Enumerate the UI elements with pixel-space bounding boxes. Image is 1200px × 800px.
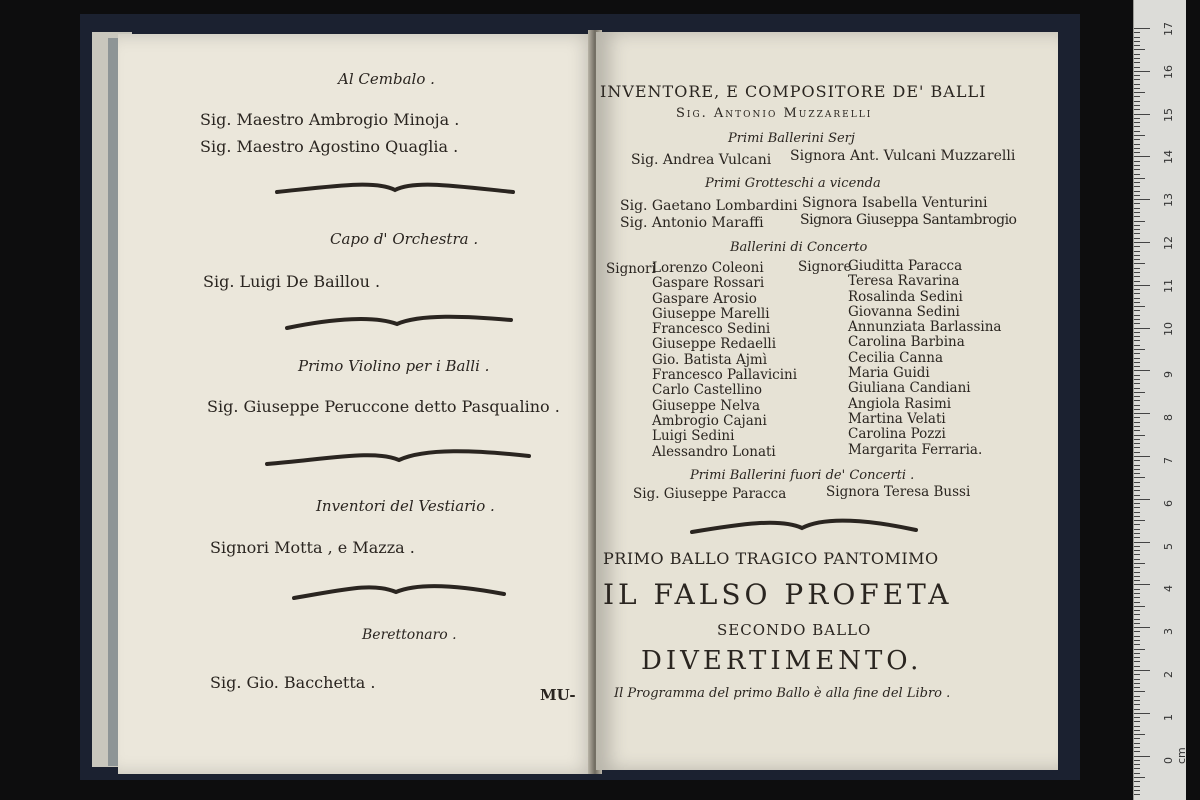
flourish-ornament [292, 578, 508, 602]
cembalo-heading: Al Cembalo . [338, 70, 435, 88]
ruler-tick [1134, 529, 1140, 530]
ruler-tick [1134, 409, 1140, 410]
ruler-tick [1134, 118, 1140, 119]
ruler-tick [1134, 661, 1140, 662]
ruler-tick [1134, 734, 1145, 735]
ruler-label: 15 [1162, 107, 1175, 122]
ruler-tick [1134, 289, 1140, 290]
ruler-tick [1134, 276, 1140, 277]
list-item: Gio. Batista Ajmì [652, 351, 768, 368]
ruler-tick [1134, 563, 1145, 564]
primi-serj-left: Sig. Andrea Vulcani [631, 152, 772, 168]
fuori-right: Signora Teresa Bussi [826, 484, 971, 500]
ruler-tick [1134, 554, 1140, 555]
ruler-tick [1134, 370, 1150, 371]
ruler-tick [1134, 345, 1140, 346]
ruler-tick [1134, 306, 1145, 307]
ruler-tick [1134, 362, 1140, 363]
ruler-label: 11 [1162, 278, 1175, 293]
ruler-tick [1134, 165, 1140, 166]
ruler-tick [1134, 507, 1140, 508]
ruler-tick [1134, 430, 1140, 431]
list-item: Cecilia Canna [848, 349, 943, 366]
list-item: Rosalinda Sedini [848, 288, 963, 305]
signore-label: Signore [798, 259, 852, 275]
ruler-tick [1134, 195, 1140, 196]
ruler-tick [1134, 726, 1140, 727]
vestiario-line: Signori Motta , e Mazza . [210, 538, 415, 557]
ruler-tick [1134, 619, 1140, 620]
ruler-tick [1134, 161, 1140, 162]
ruler-tick [1134, 559, 1140, 560]
ruler-tick [1134, 328, 1150, 329]
secondo-ballo-title: SECONDO BALLO [717, 621, 872, 639]
list-item: Annunziata Barlassina [848, 319, 1002, 336]
list-item: Giuseppe Marelli [652, 305, 770, 322]
grotteschi-left-2: Sig. Antonio Maraffi [620, 215, 764, 231]
list-item: Gaspare Arosio [652, 290, 757, 307]
ruler-tick [1134, 756, 1150, 757]
ruler-tick [1134, 696, 1140, 697]
primo-ballo-title: PRIMO BALLO TRAGICO PANTOMIMO [603, 549, 939, 568]
ruler-tick [1134, 687, 1140, 688]
ruler-tick [1134, 340, 1140, 341]
ruler-tick [1134, 375, 1140, 376]
list-item: Giuseppe Redaelli [652, 336, 777, 353]
flourish-ornament [285, 310, 515, 334]
ruler-tick [1134, 413, 1150, 414]
ruler-tick [1134, 721, 1140, 722]
ruler-tick [1134, 773, 1140, 774]
ruler-tick [1134, 212, 1140, 213]
ruler-tick [1134, 512, 1140, 513]
ruler-tick [1134, 285, 1150, 286]
page-title: INVENTORE, E COMPOSITORE DE' BALLI [600, 82, 987, 101]
ruler-tick [1134, 319, 1140, 320]
ruler-tick [1134, 657, 1140, 658]
violino-heading: Primo Violino per i Balli . [298, 357, 490, 375]
ruler-tick [1134, 777, 1145, 778]
ruler-label: 5 [1162, 542, 1175, 550]
list-item: Margarita Ferraria. [848, 441, 983, 458]
composer-name: Sig. Antonio Muzzarelli [676, 106, 873, 121]
ruler-label: 9 [1162, 371, 1175, 379]
ruler-tick [1134, 683, 1140, 684]
ruler-tick [1134, 392, 1145, 393]
ruler-tick [1134, 383, 1140, 384]
ruler-tick [1134, 84, 1140, 85]
ruler-tick [1134, 794, 1140, 795]
ruler-tick [1134, 537, 1140, 538]
ruler-tick [1134, 298, 1140, 299]
list-item: Carolina Pozzi [848, 426, 946, 443]
ruler-tick [1134, 208, 1140, 209]
ruler-tick [1134, 49, 1145, 50]
ruler-tick [1134, 263, 1145, 264]
ruler-tick [1134, 495, 1140, 496]
ruler-tick [1134, 670, 1150, 671]
ruler-tick [1134, 516, 1140, 517]
primi-serj-right: Signora Ant. Vulcani Muzzarelli [790, 148, 1016, 164]
orchestra-heading: Capo d' Orchestra . [330, 230, 479, 248]
ruler-tick [1134, 191, 1140, 192]
ruler-tick [1134, 597, 1140, 598]
primi-serj-heading: Primi Ballerini Serj [728, 131, 855, 146]
ruler-tick [1134, 627, 1150, 628]
ruler-tick [1134, 704, 1140, 705]
ruler-tick [1134, 229, 1140, 230]
list-item: Angiola Rasimi [848, 395, 952, 412]
ruler-tick [1134, 602, 1140, 603]
ruler-tick [1134, 443, 1140, 444]
berettonaro-heading: Berettonaro . [362, 627, 457, 643]
flourish-ornament [265, 444, 533, 468]
ruler-tick [1134, 477, 1145, 478]
ruler-label: 14 [1162, 150, 1175, 165]
ruler-label: 13 [1162, 193, 1175, 208]
ruler-tick [1134, 439, 1140, 440]
ruler-tick [1134, 388, 1140, 389]
ruler-tick [1134, 152, 1140, 153]
ruler-tick [1134, 114, 1150, 115]
ruler-tick [1134, 178, 1145, 179]
ruler-tick [1134, 790, 1140, 791]
list-item: Martina Velati [848, 410, 946, 427]
ruler-tick [1134, 302, 1140, 303]
ruler-tick [1134, 503, 1140, 504]
ruler-tick [1134, 589, 1140, 590]
ruler-tick [1134, 713, 1150, 714]
ruler-tick [1134, 238, 1140, 239]
list-item: Ambrogio Cajani [652, 412, 767, 429]
ruler-tick [1134, 75, 1140, 76]
orchestra-line: Sig. Luigi De Baillou . [203, 272, 381, 291]
ruler-tick [1134, 584, 1150, 585]
ruler-tick [1134, 251, 1140, 252]
ruler-tick [1134, 105, 1140, 106]
concerto-heading: Ballerini di Concerto [730, 240, 868, 255]
flourish-ornament [275, 176, 515, 200]
ruler-tick [1134, 623, 1140, 624]
ruler-label: 16 [1162, 64, 1175, 79]
list-item: Francesco Sedini [652, 321, 771, 338]
ruler-tick [1134, 101, 1140, 102]
ruler-tick [1134, 550, 1140, 551]
ruler-tick [1134, 542, 1150, 543]
ruler-tick [1134, 546, 1140, 547]
ruler-tick [1134, 148, 1140, 149]
ruler-tick [1134, 786, 1140, 787]
ruler-tick [1134, 751, 1140, 752]
ruler-tick [1134, 79, 1140, 80]
ruler-tick [1134, 169, 1140, 170]
fuori-heading: Primi Ballerini fuori de' Concerti . [690, 468, 915, 483]
ruler-tick [1134, 62, 1140, 63]
ruler-tick [1134, 465, 1140, 466]
ruler-tick [1134, 520, 1145, 521]
ruler-tick [1134, 614, 1140, 615]
ruler-tick [1134, 709, 1140, 710]
ruler-tick [1134, 460, 1140, 461]
grotteschi-heading: Primi Grotteschi a vicenda [705, 176, 881, 191]
programma-note: Il Programma del primo Ballo è alla fine del Libro . [614, 686, 951, 701]
measuring-ruler [1133, 0, 1186, 800]
fuori-left: Sig. Giuseppe Paracca [633, 486, 787, 502]
ruler-tick [1134, 332, 1140, 333]
ruler-tick [1134, 490, 1140, 491]
cembalo-line-1: Sig. Maestro Ambrogio Minoja . [200, 110, 460, 129]
ruler-tick [1134, 405, 1140, 406]
ruler-tick [1134, 482, 1140, 483]
ruler-tick [1134, 781, 1140, 782]
ruler-label: 10 [1162, 321, 1175, 336]
ruler-tick [1134, 32, 1140, 33]
ruler-tick [1134, 456, 1150, 457]
ruler-label: 0 cm [1162, 746, 1188, 764]
list-item: Maria Guidi [848, 365, 930, 382]
berettonaro-line: Sig. Gio. Bacchetta . [210, 673, 376, 692]
ruler-tick [1134, 182, 1140, 183]
ruler-tick [1134, 649, 1145, 650]
falso-profeta-title: IL FALSO PROFETA [603, 578, 953, 611]
ruler-tick [1134, 225, 1140, 226]
list-item: Giuditta Paracca [848, 258, 963, 274]
ruler-tick [1134, 54, 1140, 55]
ruler-tick [1134, 572, 1140, 573]
ruler-label: 3 [1162, 628, 1175, 636]
ruler-tick [1134, 96, 1140, 97]
ruler-tick [1134, 233, 1140, 234]
ruler-label: 2 [1162, 671, 1175, 678]
ruler-tick [1134, 730, 1140, 731]
ruler-tick [1134, 242, 1150, 243]
ruler-tick [1134, 272, 1140, 273]
grotteschi-right-2: Signora Giuseppa Santambrogio [800, 212, 1017, 228]
ruler-tick [1134, 666, 1140, 667]
divertimento-title: DIVERTIMENTO. [641, 646, 923, 676]
ruler-tick [1134, 435, 1145, 436]
ruler-tick [1134, 610, 1140, 611]
ruler-tick [1134, 41, 1140, 42]
list-item: Francesco Pallavicini [652, 367, 798, 384]
list-item: Luigi Sedini [652, 428, 735, 445]
ruler-tick [1134, 122, 1140, 123]
ruler-label: 12 [1162, 236, 1175, 250]
ruler-tick [1134, 216, 1140, 217]
ruler-tick [1134, 426, 1140, 427]
signore-list [848, 259, 1008, 458]
flourish-ornament [690, 512, 920, 538]
ruler-tick [1134, 135, 1145, 136]
vestiario-heading: Inventori del Vestiario . [316, 497, 495, 515]
ruler-label: 17 [1162, 22, 1175, 36]
ruler-tick [1134, 379, 1140, 380]
list-item: Lorenzo Coleoni [652, 260, 764, 276]
ruler-tick [1134, 768, 1140, 769]
ruler-tick [1134, 524, 1140, 525]
list-item: Giuliana Candiani [848, 380, 971, 397]
ruler-tick [1134, 293, 1140, 294]
ruler-tick [1134, 358, 1140, 359]
ruler-tick [1134, 580, 1140, 581]
list-item: Gaspare Rossari [652, 275, 765, 292]
ruler-tick [1134, 281, 1140, 282]
ruler-label: 6 [1162, 499, 1175, 507]
ruler-tick [1134, 743, 1140, 744]
ruler-tick [1134, 499, 1150, 500]
list-item: Teresa Ravarina [848, 273, 960, 290]
ruler-tick [1134, 88, 1140, 89]
ruler-tick [1134, 764, 1140, 765]
ruler-tick [1134, 221, 1145, 222]
ruler-tick [1134, 469, 1140, 470]
ruler-tick [1134, 67, 1140, 68]
ruler-tick [1134, 691, 1145, 692]
ruler-tick [1134, 679, 1140, 680]
ruler-label: 7 [1162, 457, 1175, 464]
ruler-tick [1134, 760, 1140, 761]
ruler-tick [1134, 636, 1140, 637]
ruler-tick [1134, 259, 1140, 260]
ruler-tick [1134, 199, 1150, 200]
ruler-tick [1134, 58, 1140, 59]
ruler-tick [1134, 417, 1140, 418]
ruler-tick [1134, 353, 1140, 354]
ruler-tick [1134, 92, 1145, 93]
catchword: MU- [540, 686, 576, 704]
list-item: Giuseppe Nelva [652, 397, 761, 414]
ruler-tick [1134, 674, 1140, 675]
ruler-tick [1134, 396, 1140, 397]
list-item: Carolina Barbina [848, 334, 965, 351]
ruler-tick [1134, 336, 1140, 337]
ruler-tick [1134, 174, 1140, 175]
ruler-tick [1134, 576, 1140, 577]
ruler-tick [1134, 255, 1140, 256]
ruler-tick [1134, 533, 1140, 534]
ruler-tick [1134, 131, 1140, 132]
ruler-tick [1134, 366, 1140, 367]
ruler-tick [1134, 349, 1145, 350]
ruler-tick [1134, 139, 1140, 140]
ruler-tick [1134, 452, 1140, 453]
ruler-tick [1134, 640, 1140, 641]
ruler-tick [1134, 315, 1140, 316]
ruler-tick [1134, 567, 1140, 568]
ruler-tick [1134, 717, 1140, 718]
ruler-label: 1 [1162, 713, 1175, 721]
cembalo-line-2: Sig. Maestro Agostino Quaglia . [200, 137, 459, 156]
ruler-tick [1134, 246, 1140, 247]
ruler-tick [1134, 323, 1140, 324]
ruler-tick [1134, 203, 1140, 204]
ruler-tick [1134, 653, 1140, 654]
signori-label: Signori [606, 261, 656, 277]
ruler-label: 4 [1162, 585, 1175, 593]
signori-list [652, 261, 802, 460]
ruler-label: 8 [1162, 414, 1175, 422]
ruler-tick [1134, 644, 1140, 645]
list-item: Alessandro Lonati [652, 443, 776, 460]
list-item: Giovanna Sedini [848, 303, 960, 320]
ruler-tick [1134, 126, 1140, 127]
list-item: Carlo Castellino [652, 382, 763, 399]
ruler-tick [1134, 738, 1140, 739]
ruler-tick [1134, 422, 1140, 423]
ruler-tick [1134, 28, 1150, 29]
violino-line: Sig. Giuseppe Peruccone detto Pasqualino . [207, 397, 560, 416]
ruler-tick [1134, 447, 1140, 448]
grotteschi-left-1: Sig. Gaetano Lombardini [620, 198, 798, 214]
grotteschi-right-1: Signora Isabella Venturini [802, 195, 988, 211]
ruler-tick [1134, 71, 1150, 72]
ruler-tick [1134, 700, 1140, 701]
ruler-tick [1134, 45, 1140, 46]
ruler-tick [1134, 473, 1140, 474]
ruler-tick [1134, 631, 1140, 632]
ruler-tick [1134, 144, 1140, 145]
ruler-tick [1134, 268, 1140, 269]
ruler-tick [1134, 486, 1140, 487]
ruler-tick [1134, 109, 1140, 110]
ruler-tick [1134, 310, 1140, 311]
ruler-tick [1134, 747, 1140, 748]
ruler-tick [1134, 156, 1150, 157]
ruler-tick [1134, 186, 1140, 187]
ruler-tick [1134, 400, 1140, 401]
ruler-tick [1134, 37, 1140, 38]
ruler-tick [1134, 593, 1140, 594]
ruler-tick [1134, 606, 1145, 607]
